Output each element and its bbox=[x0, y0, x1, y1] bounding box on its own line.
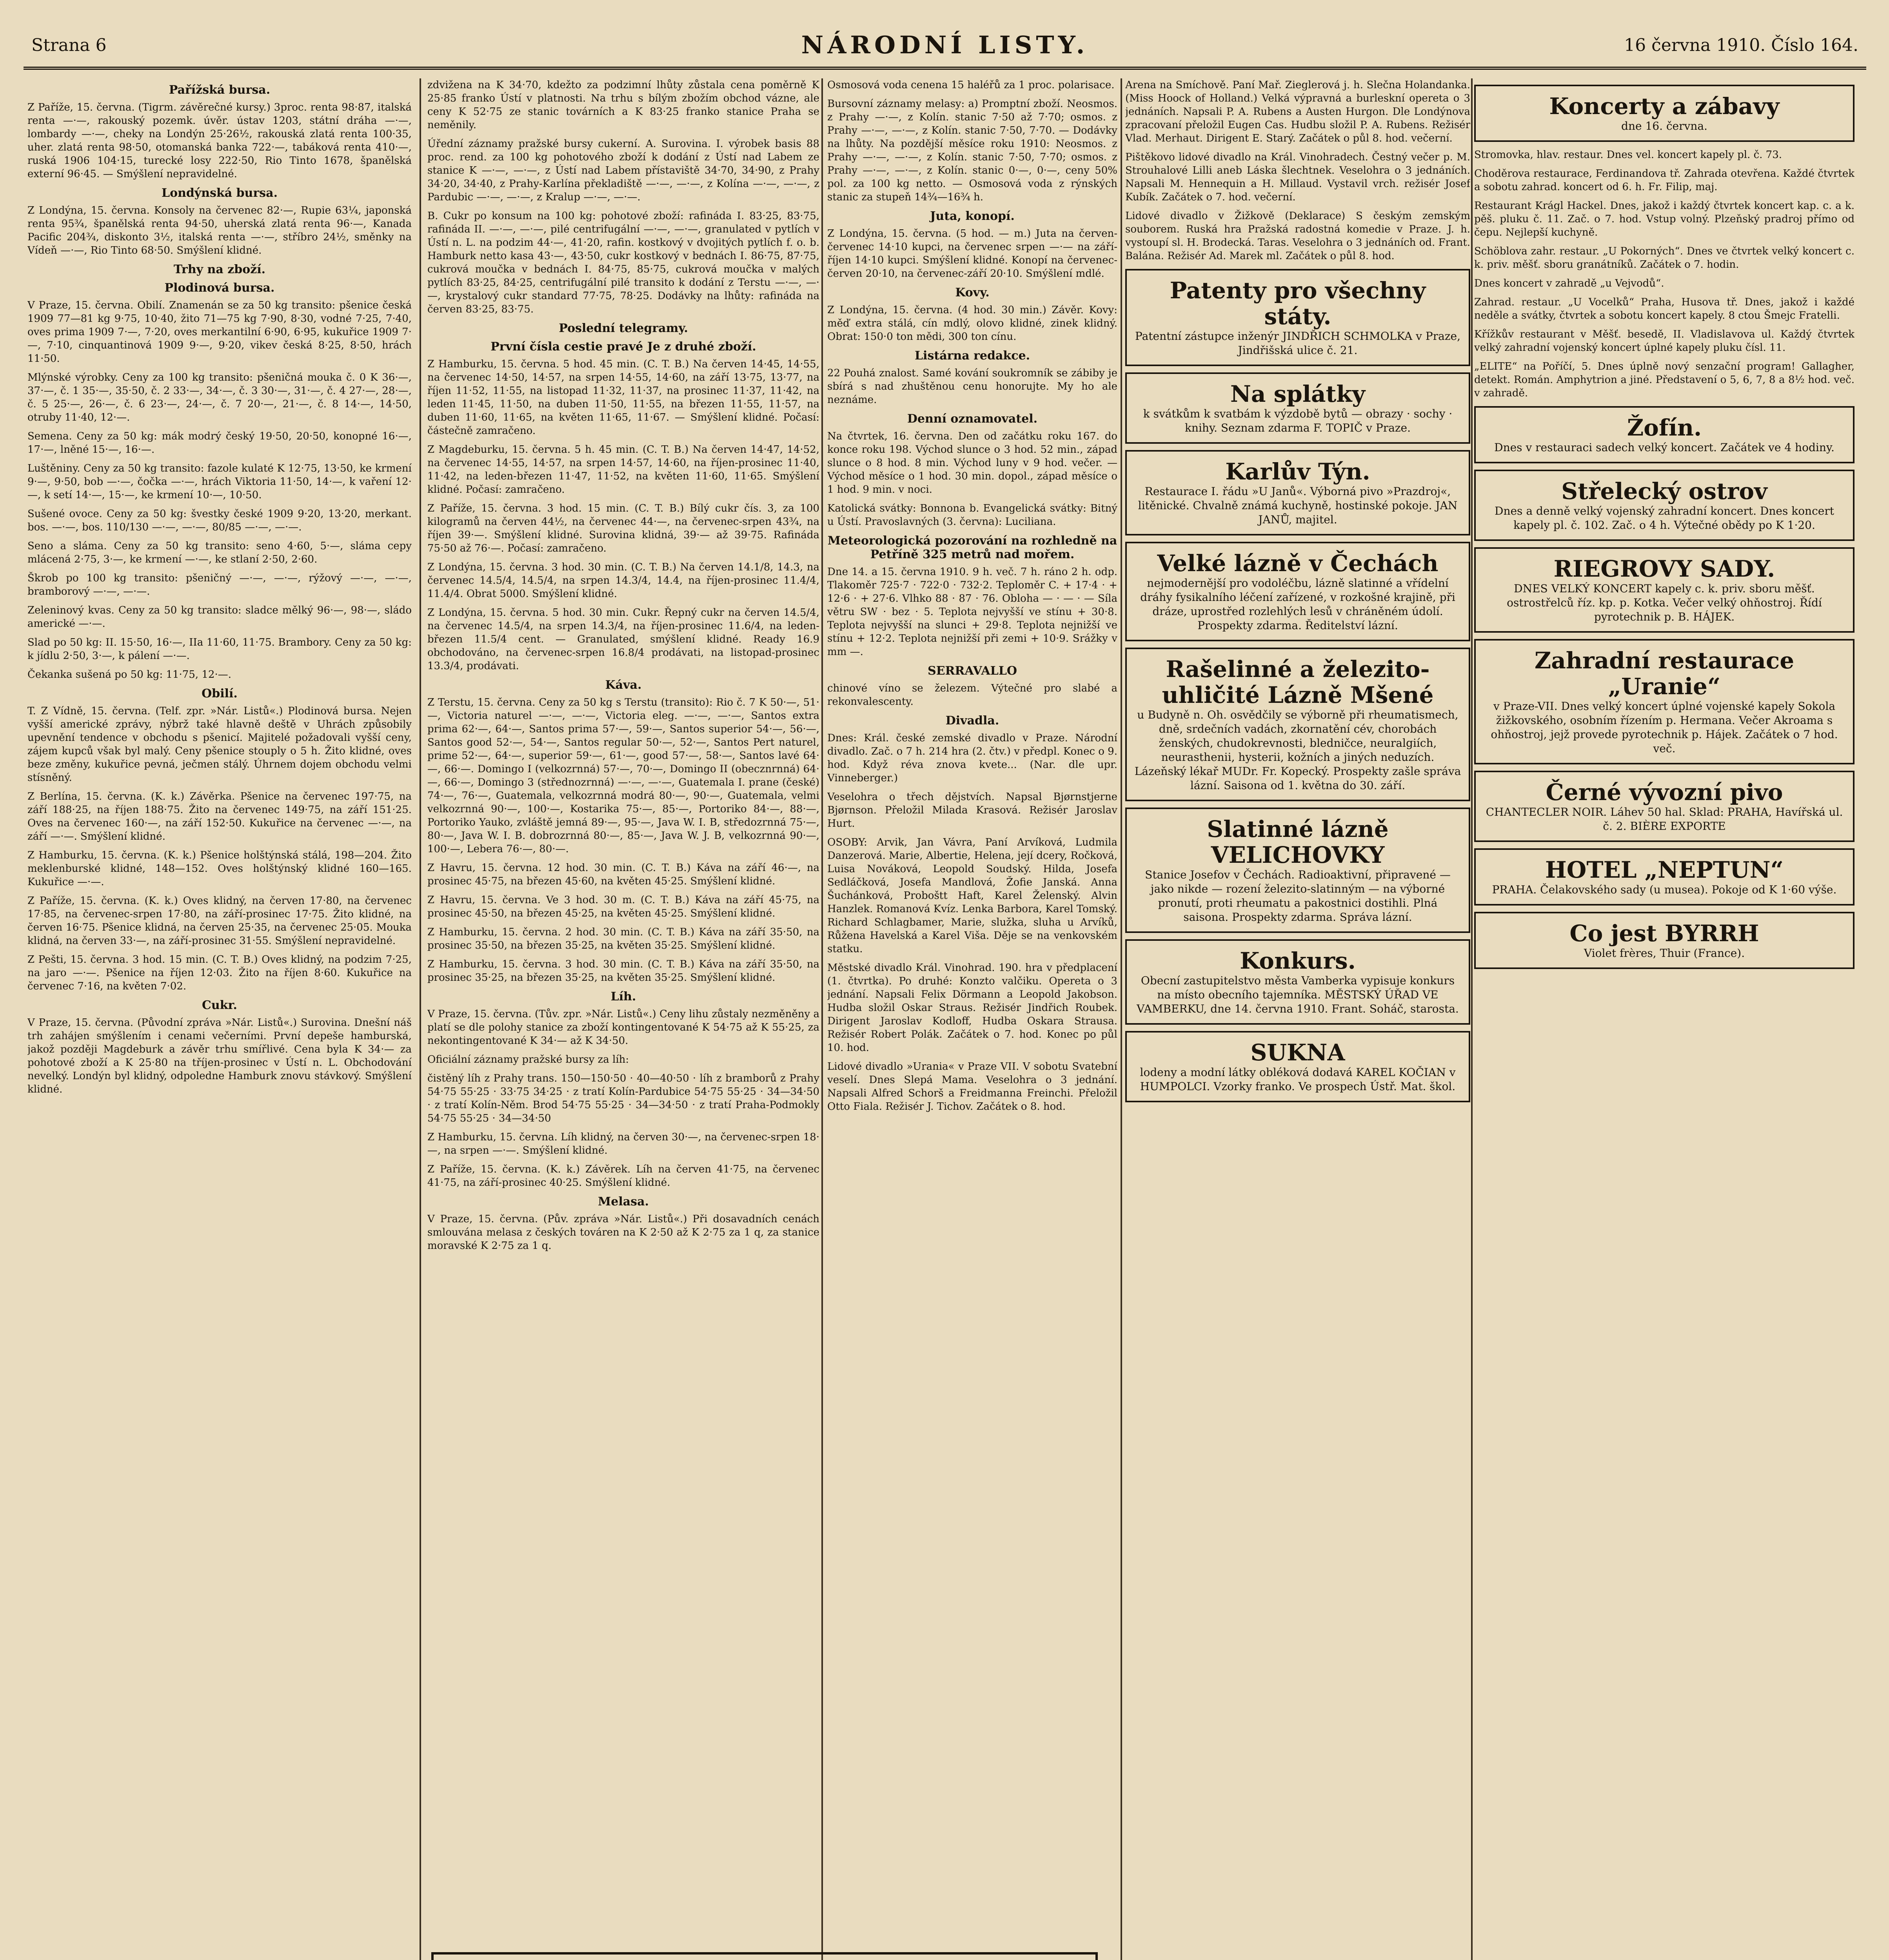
article-paragraph: Z Paříže, 15. června. (K. k.) Závěrek. Líh na červen 41·75, na červenec 41·75, na září-prosinec 40·25. Smýšlení klidné. bbox=[427, 1163, 819, 1189]
article-paragraph: čistěný líh z Prahy trans. 150—150·50 · 40—40·50 · líh z bramborů z Prahy 54·75 55·25 · 33·75 34·25 · z tratí Kolín-Pardubice 54·75 55·25 · 34—34·50 · z tratí Kolín-Něm. Brod 54·75 55·25 · 34—34·50 · z tratí Praha-Podmokly 54·75 55·25 · 34—34·50 bbox=[427, 1073, 819, 1124]
advertisement-box bbox=[1474, 547, 1854, 633]
article-paragraph: Lidové divadlo »Urania« v Praze VII. V sobotu Svatební veselí. Dnes Slepá Mama. Veselohra o 3 jednání. Napsali Alfred Schorš a Freidmanna Freinchi. Přeložil Otto Fiala. Režisér J. Tichov. Začátek o 8. hod. bbox=[827, 1061, 1117, 1112]
section-heading: SERRAVALLO bbox=[927, 664, 1017, 678]
advertisement-text: Obecní zastupitelstvo města Vamberka vypisuje konkurs na místo obecního tajemníka. MĚSTSKÝ ÚŘAD VE VAMBERKU, dne 14. června 1910. Frant. Soháč, starosta. bbox=[1137, 974, 1459, 1015]
advertisement-title: SUKNA bbox=[1250, 1039, 1345, 1066]
column-commodities bbox=[427, 78, 819, 1960]
page-header bbox=[24, 24, 1866, 70]
column-rule bbox=[821, 78, 823, 1960]
article-paragraph: Z Paříže, 15. června. (K. k.) Oves klidný, na červen 17·80, na červenec 17·85, na červenec-srpen 17·80, na září-prosinec 17·75. Žito klidné, na červen 16·75. Pšenice klidná, na červen 25·35, na červenec 25·05. Mouka klidná, na červen 33·—, na září-prosinec 31·55. Smýšlení nepravidelné. bbox=[27, 895, 412, 947]
advertisement-text: CHANTECLER NOIR. Láhev 50 hal. Sklad: PRAHA, Havířská ul. č. 2. BIÈRE EXPORTE bbox=[1486, 806, 1843, 833]
section-heading: Plodinová bursa. bbox=[164, 281, 275, 295]
article-paragraph: Dnes: Král. české zemské divadlo v Praze. Národní divadlo. Zač. o 7 h. 214 hra (2. čtv.) v předpl. Konec o 9. hod. Když réva znova kvete... (Nar. dle upr. Vinneberger.) bbox=[827, 732, 1117, 784]
article-paragraph: Dnes koncert v zahradě „u Vejvodů“. bbox=[1474, 278, 1664, 289]
advertisement-box bbox=[1125, 372, 1470, 444]
advertisement-title: Patenty pro všechny státy. bbox=[1170, 277, 1426, 330]
article-paragraph: Bursovní záznamy melasy: a) Promptní zboží. Neosmos. z Prahy —·—, z Kolín. stanic 7·50 až 7·70; osmos. z Prahy —·—, —·—, z Kolín. stanic 7·50, 7·70. — Dodávky na lhůty. Na pozdější měsíce roku 1910: Neosmos. z Prahy —·—, —·—, z Kolín. stanic 7·50, 7·70; osmos. z Prahy —·—, —·—, z Kolín. stanic 0·—, 0·—, ceny 50% pol. za 100 kg netto. — Osmosová voda z rýnských stanic za stupeň 14¾—16¾ h. bbox=[827, 98, 1117, 203]
advertisement-box bbox=[1125, 269, 1470, 366]
advertisement-title: Střelecký ostrov bbox=[1561, 478, 1767, 505]
article-paragraph: Z Paříže, 15. června. (Tigrm. závěrečné kursy.) 3proc. renta 98·87, italská renta —·—, rakouský pozemk. úvěr. ústav 1203, státní dráha —·—, lombardy —·—, cheky na Londýn 25·26½, rakouská zlatá renta 100·35, uher. zlatá renta 98·50, otomanská banka 722·—, tabáková renta 410·—, ruská 1906 104·15, turecké losy 222·50, Rio Tinto 1678, španělská externí 96·45. — Smýšlení nepravidelné. bbox=[27, 102, 412, 180]
advertisement-text: Dnes a denně velký vojenský zahradní koncert. Dnes koncert kapely pl. č. 102. Zač. o 4 h. Výtečné obědy po K 1·20. bbox=[1495, 505, 1834, 532]
section-heading: Trhy na zboží. bbox=[173, 263, 266, 276]
article-paragraph: Úřední záznamy pražské bursy cukerní. A. Surovina. I. výrobek basis 88 proc. rend. za 100 kg pohotového zboží k dodání z Ústí nad Labem ze stanice K —·—, —·—, z Ústí nad Labem přístaviště 34·70, 34·90, z Prahy 34·20, 34·40, z Prahy-Karlína překladiště —·—, —·—, z Kolína —·—, —·—, z Pardubic —·—, —·—, z Kralup —·—, —·—. bbox=[427, 138, 819, 203]
article-paragraph: Mlýnské výrobky. Ceny za 100 kg transito: pšeničná mouka č. 0 K 36·—, 37·—, č. 1 35·—, 35·50, č. 2 33·—, 34·—, č. 3 30·—, 31·—, č. 4 27·—, 28·—, č. 5 25·—, 26·—, č. 6 23·—, 24·—, č. 7 20·—, 21·—, č. 8 14·—, 14·50, otruby 11·40, 12·—. bbox=[27, 372, 412, 423]
advertisement-title: Konkurs. bbox=[1240, 947, 1356, 974]
article-paragraph: Katolická svátky: Bonnona b. Evangelická svátky: Bitný u Ústí. Pravoslavných (3. června): Luciliana. bbox=[827, 503, 1117, 528]
article-paragraph: Čekanka sušená po 50 kg: 11·75, 12·—. bbox=[27, 669, 232, 681]
advertisement-text: v Praze-VII. Dnes velký koncert úplné vojenské kapely Sokola žižkovského, osobním řízením p. Hermana. Večer Akroama s ohňostroj, jejž provede pyrotechnik p. Hájek. Začátek o 7 hod. več. bbox=[1491, 700, 1838, 755]
article-paragraph: Arena na Smíchově. Paní Mař. Zieglerová j. h. Slečna Holandanka. (Miss Hoock of Holland.) Velká výpravná a burleskní opereta o 3 jednáních. Napsali P. A. Rubens a Austen Hurgon. Dle Londýnova zpracovaní přeložil Eugen Cas. Hudbu složil P. A. Rubens. Režisér Vlad. Merhaut. Dirigent E. Starý. Začátek o půl 8. hod. večerní. bbox=[1125, 79, 1470, 144]
column-advertisements bbox=[1125, 78, 1470, 1960]
article-paragraph: Z Pešti, 15. června. 3 hod. 15 min. (C. T. B.) Oves klidný, na podzim 7·25, na jaro —·—. Pšenice na říjen 12·03. Žito na říjen 8·60. Kukuřice na červenec 7·16, na květen 7·02. bbox=[27, 954, 412, 992]
article-paragraph: Schöblova zahr. restaur. „U Pokorných“. Dnes ve čtvrtek velký koncert c. k. priv. měšť. sboru granátníků. Začátek o 7. hodin. bbox=[1474, 245, 1854, 270]
article-paragraph: „ELITE“ na Poříčí, 5. Dnes úplně nový senzační program! Gallagher, detekt. Román. Amphytrion a jiné. Představení o 5, 6, 7, 8 a 8½ hod. več. v zahradě. bbox=[1474, 361, 1854, 399]
advertisement-box bbox=[1474, 848, 1854, 906]
advertisement-title: Rašelinné a železito-uhličité Lázně Mšené bbox=[1162, 656, 1434, 708]
advertisement-title: Žofín. bbox=[1627, 414, 1702, 441]
advertisement-text: u Budyně n. Oh. osvědčily se výborně při rheumatismech, dně, srdečních vadách, zkornatění cév, chorobách ženských, chudokrevnosti, bledničce, neuralgiích, neurasthenii, hysterii, kožních a jiných neduzích. Lázeňský lékař MUDr. Fr. Kopecký. Prospekty zašle správa lázní. Saisona od 1. května do 30. září. bbox=[1134, 708, 1461, 792]
article-paragraph: OSOBY: Arvik, Jan Vávra, Paní Arvíková, Ludmila Danzerová. Marie, Albertie, Helena, její dcery, Ročková, Luisa Nováková, Leopold Soudský. Hilda, Josefa Sedláčková, Josefa Mandlová, Žofie Janská. Anna Šuchánková, Proboštt Haft, Karel Želenský. Alvin Hanzlek. Romanová Kvíz. Lenka Barbora, Karel Tomský. Richard Schlagbamer, Marie, služka, sluha u Arvíků, Růžena Havelská a Karel Viša. Děje se na venkovském statku. bbox=[827, 837, 1117, 955]
article-paragraph: Z Londýna, 15. června. 5 hod. 30 min. Cukr. Řepný cukr na červen 14.5/4, na červenec 14.5/4, na srpen 14.3/4, na říjen-prosinec 11.6/4, na leden-březen 11.5/4 cent. — Granulated, smýšlení klidné. Ready 16.9 obchodováno, na červenec-srpen 16.8/4 prodávati, na listopad-prosinec 13.3/4, prodávati. bbox=[427, 607, 819, 672]
section-heading: Meteorologická pozorování na rozhledně na Petříně 325 metrů nad mořem. bbox=[827, 534, 1117, 561]
section-heading: Pařížská bursa. bbox=[169, 83, 271, 97]
section-heading: Obilí. bbox=[202, 687, 238, 701]
article-paragraph: Z Magdeburku, 15. června. 5 h. 45 min. (C. T. B.) Na červen 14·47, 14·52, na červenec 14·55, 14·57, na srpen 14·57, 14·60, na říjen-prosinec 11·40, 11·42, na leden-březen 11·47, 11·52, na květen 11·60, 11·65. Smýšlení klidné. Počasí: zamračeno. bbox=[427, 444, 819, 495]
article-paragraph: Z Havru, 15. června. 12 hod. 30 min. (C. T. B.) Káva na září 46·—, na prosinec 45·75, na březen 45·60, na květen 45·25. Smýšlení klidné. bbox=[427, 862, 819, 887]
advertisement-title: RIEGROVY SADY. bbox=[1553, 555, 1775, 582]
column-rule bbox=[420, 78, 421, 1960]
section-heading: Londýnská bursa. bbox=[161, 186, 278, 200]
article-paragraph: Seno a sláma. Ceny za 50 kg transito: seno 4·60, 5·—, sláma cepy mlácená 2·75, 3·—, ke krmení —·—, ke stlaní 2·50, 2·60. bbox=[27, 540, 412, 565]
advertisement-box bbox=[1474, 85, 1854, 142]
article-paragraph: Z Hamburku, 15. června. (K. k.) Pšenice holštýnská stálá, 198—204. Žito meklenburské klidné, 148—152. Oves holštýnský klidné 160—165. Kukuřice —·—. bbox=[27, 849, 412, 888]
article-paragraph: Křížkův restaurant v Měšť. besedě, II. Vladislavova ul. Každý čtvrtek velký zahradní vojenský koncert úplné kapely pluku čísl. 11. bbox=[1474, 328, 1854, 354]
article-paragraph: Osmosová voda cenena 15 haléřů za 1 proc. polarisace. bbox=[827, 79, 1115, 91]
advertisement-text: lodeny a modní látky obléková dodavá KAREL KOČIAN v HUMPOLCI. Vzorky franko. Ve prospech Ústř. Mat. škol. bbox=[1140, 1066, 1456, 1093]
advertisement-box bbox=[1125, 450, 1470, 535]
section-heading: První čísla cestie pravé Je z druhé zboží. bbox=[490, 340, 756, 354]
article-paragraph: Luštěniny. Ceny za 50 kg transito: fazole kulaté K 12·75, 13·50, ke krmení 9·—, 9·50, bob —·—, čočka —·—, hrách Viktoria 11·50, 14·—, k vaření 12·—, k setí 14·—, 15·—, ke krmení 10·—, 10·50. bbox=[27, 463, 412, 501]
advertisement-title: HOTEL „NEPTUN“ bbox=[1545, 857, 1784, 883]
advertisement-text: k svátkům k svatbám k výzdobě bytů — obrazy · sochy · knihy. Seznam zdarma F. TOPIČ v Praze. bbox=[1143, 407, 1453, 434]
article-paragraph: Sušené ovoce. Ceny za 50 kg: švestky české 1909 9·20, 13·20, merkant. bos. —·—, bos. 110/130 —·—, —·—, 80/85 —·—, —·—. bbox=[27, 508, 412, 533]
section-heading: Líh. bbox=[610, 990, 636, 1004]
advertisement-title: Černé vývozní pivo bbox=[1546, 779, 1783, 806]
advertisement-text: Dnes v restauraci sadech velký koncert. Začátek ve 4 hodiny. bbox=[1494, 441, 1835, 454]
section-heading: Denní oznamovatel. bbox=[907, 412, 1038, 426]
article-paragraph: Škrob po 100 kg transito: pšeničný —·—, —·—, rýžový —·—, —·—, bramborový —·—, —·—. bbox=[27, 572, 412, 597]
article-paragraph: Veselohra o třech dějstvích. Napsal Bjørnstjerne Bjørnson. Přeložil Milada Krasová. Režisér Jaroslav Hurt. bbox=[827, 791, 1117, 829]
issue-date: 16 června 1910. Číslo 164. bbox=[1624, 35, 1858, 55]
advertisement-box bbox=[1125, 1031, 1470, 1102]
article-paragraph: chinové víno se železem. Výtečné pro slabé a rekonvalescenty. bbox=[827, 682, 1117, 708]
article-paragraph: Stromovka, hlav. restaur. Dnes vel. koncert kapely pl. č. 73. bbox=[1474, 149, 1782, 161]
article-paragraph: Zeleninový kvas. Ceny za 50 kg transito: sladce mělký 96·—, 98·—, sládo americké —·—. bbox=[27, 604, 412, 630]
article-paragraph: Z Londýna, 15. června. Konsoly na červenec 82·—, Rupie 63¼, japonská renta 95¾, španělská renta 94·50, uherská zlatá renta 96·—, Kanada Pacific 204¾, diskonto 3½, italská renta —·—, stříbro 24½, směnky na Vídeň —·—, Rio Tinto 68·50. Smýšlení klidné. bbox=[27, 205, 412, 256]
advertisement-text: dne 16. června. bbox=[1621, 120, 1707, 132]
advertisement-box bbox=[1474, 771, 1854, 842]
column-misc-theatre bbox=[827, 78, 1117, 1960]
article-paragraph: T. Z Vídně, 15. června. (Telf. zpr. »Nár. Listů«.) Plodinová bursa. Nejen vyšší americké zprávy, nýbrž také hlavně deště v Uhrách způsobily upevnění tendence v obchodu s pšenicí. Majitelé požadovali vyšší ceny, zájem kupců však byl malý. Ceny pšenice stouply o 5 h. Žito klidné, oves beze změny, kukuřice pevná, ječmen stálý. Úhrnem dojem obchodu velmi stísněný. bbox=[27, 705, 412, 784]
article-paragraph: V Praze, 15. června. (Tův. zpr. »Nár. Listů«.) Ceny lihu zůstaly nezměněny a platí se dle polohy stanice za zboží kontingentované K 54·75 až K 55·25, za nekontingentované K 34·— až K 34·50. bbox=[427, 1008, 819, 1047]
column-rule bbox=[1471, 78, 1473, 1960]
page-number: Strana 6 bbox=[31, 35, 107, 55]
advertisement-title: Zahradní restaurace „Uranie“ bbox=[1534, 647, 1795, 700]
advertisement-title: Koncerty a zábavy bbox=[1549, 93, 1780, 120]
advertisement-text: Violet frères, Thuir (France). bbox=[1584, 947, 1745, 960]
article-paragraph: Na čtvrtek, 16. června. Den od začátku roku 167. do konce roku 198. Východ slunce o 3 hod. 52 min., západ slunce o 8 hod. 8 min. Východ luny v 9 hod. večer. — Východ měsíce o 1 hod. 30 min. dopol., západ měsíce o 1 hod. 9 min. v noci. bbox=[827, 430, 1117, 495]
article-paragraph: Semena. Ceny za 50 kg: mák modrý český 19·50, 20·50, konopné 16·—, 17·—, lněné 15·—, 16·—. bbox=[27, 430, 412, 456]
article-paragraph: Choděrova restaurace, Ferdinandova tř. Zahrada otevřena. Každé čtvrtek a sobotu zahrad. koncert od 6. h. Fr. Filip, maj. bbox=[1474, 168, 1854, 193]
advertisement-text: Stanice Josefov v Čechách. Radioaktivní, připravené — jako nikde — rození železito-slatinným — na výborné pronutí, proti rheumatu a pakostnici dostihli. Plná saisona. Prospekty zdarma. Správa lázní. bbox=[1145, 868, 1451, 924]
article-paragraph: V Praze, 15. června. Obilí. Znamenán se za 50 kg transito: pšenice česká 1909 77—81 kg 9·75, 10·40, žito 71—75 kg 7·90, 8·30, vodné 7·25, 7·40, oves prima 1909 7·—, 7·20, oves merkantilní 6·90, 6·95, kukuřice 1909 7·—, 7·10, cinquantinová 1909 9·—, 9·20, vikev česká 8·25, 8·50, hrách 11·50. bbox=[27, 299, 412, 365]
article-paragraph: Z Havru, 15. června. Ve 3 hod. 30 m. (C. T. B.) Káva na září 45·75, na prosinec 45·50, na březen 45·25, na květen 45·25. Smýšlení klidné. bbox=[427, 894, 819, 919]
advertisement-text: Restaurace I. řádu »U Janů«. Výborná pivo »Prazdroj«, litěnické. Chvalně známá kuchyně, hostinské pokoje. JAN JANŮ, majitel. bbox=[1138, 485, 1458, 526]
advertisement-text: nejmodernější pro vodoléčbu, lázně slatinné a vřídelní dráhy fysikalního léčení zařízené, v rozkošné krajině, při dráze, uprostřed rozlehlých lesů v chráněném údolí. Prospekty zdarma. Ředitelství lázní. bbox=[1140, 577, 1455, 632]
article-paragraph: Restaurant Krágl Hackel. Dnes, jakož i každý čtvrtek koncert kap. c. a k. pěš. pluku č. 11. Zač. o 7. hod. Vstup volný. Plzeňský pradroj přímo od čepu. Nejlepší kuchyně. bbox=[1474, 200, 1854, 238]
advertisement-box bbox=[1474, 470, 1854, 541]
advertisement-title: Slatinné lázně VELICHOVKY bbox=[1207, 816, 1389, 868]
advertisement-title: Velké lázně v Čechách bbox=[1157, 550, 1439, 577]
advertisement-title: Na splátky bbox=[1230, 381, 1366, 407]
article-paragraph: V Praze, 15. června. (Pův. zpráva »Nár. Listů«.) Při dosavadních cenách smlouvána melasa z českých továren na K 2·50 až K 2·75 za 1 q, za stanice moravské K 2·75 za 1 q. bbox=[427, 1213, 819, 1252]
article-paragraph: Z Hamburku, 15. června. Líh klidný, na červen 30·—, na červenec-srpen 18·—, na srpen —·—. Smýšlení klidné. bbox=[427, 1131, 819, 1156]
column-concerts-ads bbox=[1474, 78, 1854, 1960]
section-heading: Melasa. bbox=[598, 1195, 649, 1209]
article-paragraph: Z Hamburku, 15. června. 3 hod. 30 min. (C. T. B.) Káva na září 35·50, na prosinec 35·25, na březen 35·25, na květen 35·25. Smýšlení klidné. bbox=[427, 958, 819, 984]
advertisement-box bbox=[1125, 939, 1470, 1025]
article-paragraph: 22 Pouhá znalost. Samé kování soukromník se zábiby je sbírá s nad zhuštěnou cenu honorujte. My ho ale neznáme. bbox=[827, 367, 1117, 406]
article-paragraph: Z Terstu, 15. června. Ceny za 50 kg s Terstu (transito): Rio č. 7 K 50·—, 51·—, Victoria naturel —·—, —·—, Victoria eleg. —·—, —·—, Santos extra prima 62·—, 64·—, Santos prima 57·—, 59·—, Santos superior 54·—, 56·—, Santos good 52·—, 54·—, Santos regular 50·—, 52·—, Santos Pert naturel, prime 52·—, 64·—, superior 59·—, 61·—, good 57·—, 58·—, Santos lavé 64·—, 66·—. Domingo I (velkozrnná) 57·—, 70·—, Domingo II (obecznrnná) 64·—, 66·—, Domingo 3 (střednozrnná) —·—, —·—, Guatemala I. prane (české) 74·—, 76·—, Guatemala, velkozrnná modrá 80·—, 90·—, Guatemala, velmi velkozrnná 90·—, 100·—, Kostarika 75·—, 85·—, Portoriko 84·—, 88·—, Portoriko Yauko, zvláště jemná 89·—, 95·—, Java W. I. B, středozrnná 75·—, 80·—, Java W. I. B. dobrozrnná 80·—, 85·—, Java W. J. B, velkozrnná 90·—, 100·—, Lebera 76·—, 80·—. bbox=[427, 697, 819, 855]
advertisement-title: Co jest BYRRH bbox=[1569, 920, 1759, 947]
masthead-title: NÁRODNÍ LISTY. bbox=[801, 31, 1089, 59]
section-heading: Cukr. bbox=[202, 998, 237, 1012]
obituary-notice bbox=[431, 1952, 1098, 1960]
section-heading: Poslední telegramy. bbox=[559, 321, 688, 335]
section-heading: Divadla. bbox=[945, 714, 999, 728]
section-heading: Juta, konopí. bbox=[930, 209, 1015, 223]
column-rule bbox=[1121, 78, 1122, 1960]
article-paragraph: Slad po 50 kg: II. 15·50, 16·—, IIa 11·60, 11·75. Brambory. Ceny za 50 kg: k jídlu 2·50, 3·—, k pálení —·—. bbox=[27, 637, 412, 662]
advertisement-text: PRAHA. Čelakovského sady (u musea). Pokoje od K 1·60 výše. bbox=[1492, 883, 1837, 896]
article-paragraph: B. Cukr po konsum na 100 kg: pohotové zboží: rafináda I. 83·25, 83·75, rafináda II. —·—, —·—, pilé centrifugální —·—, —·—, granulated v pytlích v Ústí n. L. na podzim 44·—, 41·20, rafin. kostkový v dvojitých pytlích f. o. b. Hamburk netto kasa 43·—, 43·50, cukr kostkový v bednách I. 86·75, 87·75, cukrová moučka v bednách I. 84·75, 85·75, cukrová moučka v malých pytlích 83·25, 84·25, centrifugální pilé transito k dodání z Terstu —·—, —·—, krystalový cukr standard 77·75, 78·25. Dodávky na lhůty: rafináda na červen 83·25, 83·75. bbox=[427, 210, 819, 315]
advertisement-title: Karlův Týn. bbox=[1225, 458, 1370, 485]
advertisement-box bbox=[1474, 406, 1854, 463]
article-paragraph: Z Paříže, 15. června. 3 hod. 15 min. (C. T. B.) Bílý cukr čís. 3, za 100 kilogramů na červen 44½, na červenec 44·—, na červenec-srpen 43¾, na říjen 39·—. Smýšlení klidné. Surovina klidná, 39·— až 39·75. Rafináda 75·50 až 76·—. Počasí: zamračeno. bbox=[427, 503, 819, 554]
advertisement-box bbox=[1125, 648, 1470, 801]
article-paragraph: Lidové divadlo v Žižkově (Deklarace) S českým zemským souborem. Ruská hra Pražská radostná komedie v Praze. J. h. vystoupí sl. H. Brodecká. Taras. Veselohra o 3 jednáních od. Frant. Balána. Režisér Ad. Marek ml. Začátek o půl 8. hod. bbox=[1125, 210, 1470, 262]
article-paragraph: Městské divadlo Král. Vinohrad. 190. hra v předplacení (1. čtvrtka). Po druhé: Konzto valčiku. Opereta o 3 jednání. Napsali Felix Dörmann a Leopold Jakobson. Hudba složil Oskar Straus. Režisér Jindřich Roubek. Dirigent Jaroslav Kodloff, Hudba Oskara Strausa. Režisér Robert Polák. Začátek o 7. hod. Konec po půl 10. hod. bbox=[827, 962, 1117, 1054]
article-paragraph: Zahrad. restaur. „U Vocelků“ Praha, Husova tř. Dnes, jakož i každé neděle a svátky, čtvrtek a sobotu koncert kapely. 8 ctou Šmejc Fratelli. bbox=[1474, 296, 1854, 321]
advertisement-text: DNES VELKÝ KONCERT kapely c. k. priv. sboru měšť. ostrostřelců říz. kp. p. Kotka. Večer velký ohňostroj. Řídí pyrotechnik p. B. HÁJEK. bbox=[1507, 582, 1822, 623]
article-paragraph: Z Hamburku, 15. června. 5 hod. 45 min. (C. T. B.) Na červen 14·45, 14·55, na červenec 14·50, 14·57, na srpen 14·55, 14·60, na září 13·75, 13·77, na říjen 11·52, 11·55, na listopad 11·32, 11·37, na prosinec 11·37, 11·42, na leden 11·45, 11·50, na duben 11·50, 11·55, na březen 11·55, 11·57, na duben 11·60, 11·65, na květen 11·65, 11·67. — Smýšlení klidné. Počasí: částečně zamračeno. bbox=[427, 358, 819, 437]
advertisement-text: Patentní zástupce inženýr JINDŘICH SCHMOLKA v Praze, Jindřišská ulice č. 21. bbox=[1135, 330, 1461, 357]
section-heading: Káva. bbox=[605, 678, 642, 692]
advertisement-box bbox=[1125, 808, 1470, 933]
column-market-news bbox=[27, 78, 412, 1960]
advertisement-box bbox=[1474, 912, 1854, 969]
article-paragraph: Z Londýna, 15. června. (5 hod. — m.) Juta na červen-červenec 14·10 kupci, na červenec srpen —·— na září-říjen 14·10 kupci. Smýšlení klidné. Konopí na červenec-červen 20·10, na červenec-září 20·10. Smýšlení mdlé. bbox=[827, 228, 1117, 279]
article-paragraph: Pištěkovo lidové divadlo na Král. Vinohradech. Čestný večer p. M. Strouhalové Lilli aneb Láska šlechtnek. Veselohra o 3 jednáních. Napsali M. Hennequin a H. Millaud. Vystavil vrch. režisér Josef Kubík. Začátek o 7. hod. večerní. bbox=[1125, 151, 1470, 203]
article-paragraph: Dne 14. a 15. června 1910. 9 h. več. 7 h. ráno 2 h. odp. Tlakoměr 725·7 · 722·0 · 732·2. Teploměr C. + 17·4 · + 12·6 · + 27·6. Vlhko 88 · 87 · 76. Oblohа — · — · — Síla větru SW · bez · 5. Teplota nejvyšší ve stínu + 30·8. Teplota nejvyšší na slunci + 29·8. Teplota nejnižší ve stínu + 12·2. Teplota nejnižší při zemi + 10·9. Srážky v mm —. bbox=[827, 566, 1117, 658]
article-paragraph: Z Londýna, 15. června. (4 hod. 30 min.) Závěr. Kovy: měď extra stálá, cín mdlý, olovo klidné, zinek klidný. Obrat: 150·0 ton mědi, 300 ton cínu. bbox=[827, 304, 1117, 343]
article-paragraph: Z Londýna, 15. června. 3 hod. 30 min. (C. T. B.) Na červen 14.1/8, 14.3, na červenec 14.5/4, 14.5/4, na srpen 14.3/4, 14.4, na říjen-prosinec 11.4/4, 11.4/4. Obrat 5000. Smýšlení klidné. bbox=[427, 561, 819, 600]
section-heading: Listárna redakce. bbox=[914, 349, 1030, 363]
advertisement-box bbox=[1474, 639, 1854, 764]
article-paragraph: zdvižena na K 34·70, kdežto za podzimní lhůty zůstala cena poměrně K 25·85 franko Ústí v platnosti. Na trhu s bílým zbožím obchod vázne, ale ceny K 52·75 ze stanic továrních a K 83·25 franko stanice Praha se neměnily. bbox=[427, 79, 819, 131]
section-heading: Kovy. bbox=[955, 286, 990, 299]
article-paragraph: V Praze, 15. června. (Původní zpráva »Nár. Listů«.) Surovina. Dnešní náš trh zahájen smýšlením i cenami večerními. První depeše hamburská, jakož později Magdeburk a závěr trhu smířlivé. Cena byla K 34·— za pohotové zboží a K 25·80 na tříjen-prosinec v Ústí n. L. Obchodování nevelký. Londýn byl klidný, odpoledne Hamburk znovu stávkový. Smýšlení klidné. bbox=[27, 1017, 412, 1095]
article-paragraph: Z Hamburku, 15. června. 2 hod. 30 min. (C. T. B.) Káva na září 35·50, na prosinec 35·50, na březen 35·25, na květen 35·25. Smýšlení klidné. bbox=[427, 926, 819, 951]
advertisement-box bbox=[1125, 542, 1470, 641]
article-paragraph: Oficiální záznamy pražské bursy za líh: bbox=[427, 1054, 629, 1065]
article-paragraph: Z Berlína, 15. června. (K. k.) Závěrka. Pšenice na červenec 197·75, na září 188·25, na říjen 188·75. Žito na červenec 149·75, na září 151·25. Oves na červenec 160·—, na září 152·50. Kukuřice na červenec —·—, na září —·—. Smýšlení klidné. bbox=[27, 791, 412, 842]
